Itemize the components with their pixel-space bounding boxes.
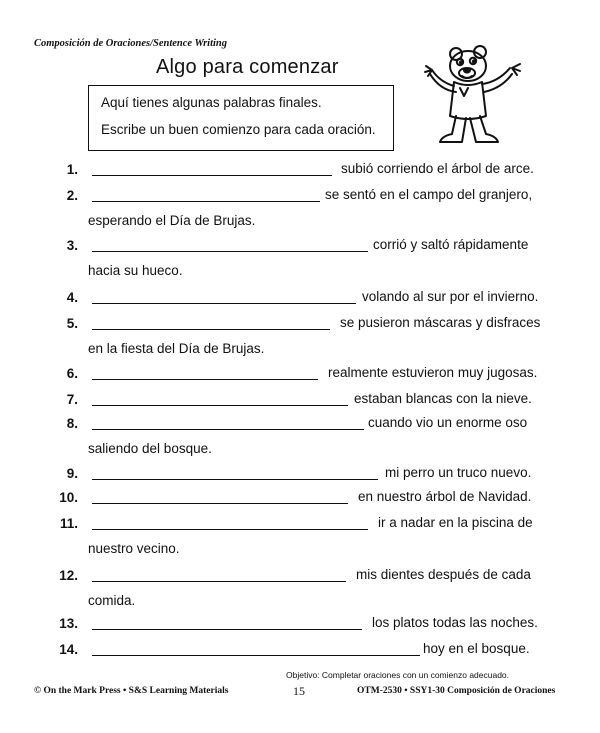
- item-number: 14.: [59, 642, 78, 657]
- answer-blank-line[interactable]: [92, 479, 378, 480]
- page-title: Algo para comenzar: [156, 56, 339, 78]
- sentence-ending: corrió y saltó rápidamente: [373, 237, 529, 252]
- sentence-continuation: comida.: [88, 593, 136, 608]
- item-number: 13.: [59, 616, 78, 631]
- sentence-ending: en nuestro árbol de Navidad.: [358, 489, 532, 504]
- answer-blank-line[interactable]: [92, 655, 420, 656]
- sentence-ending: hoy en el bosque.: [423, 641, 530, 656]
- item-number: 12.: [59, 568, 78, 583]
- sentence-continuation: nuestro vecino.: [88, 541, 180, 556]
- sentence-ending: los platos todas las noches.: [372, 615, 538, 630]
- item-number: 3.: [66, 238, 78, 253]
- footer-product-code: OTM-2530 • SSY1-30 Composición de Oraciones: [357, 686, 556, 696]
- sentence-ending: subió corriendo el árbol de arce.: [341, 161, 534, 176]
- answer-blank-line[interactable]: [92, 329, 330, 330]
- instructions-line-1: Aquí tienes algunas palabras finales.: [101, 95, 322, 110]
- sentence-item: [0, 640, 600, 662]
- sentence-item: [0, 160, 600, 182]
- answer-blank-line[interactable]: [92, 529, 368, 530]
- series-header: Composición de Oraciones/Sentence Writing: [34, 38, 227, 49]
- sentence-item: [0, 414, 600, 436]
- objective-note: Objetivo: Completar oraciones con un comienzo adecuado.: [286, 670, 510, 680]
- answer-blank-line[interactable]: [92, 175, 332, 176]
- answer-blank-line[interactable]: [92, 629, 362, 630]
- sentence-continuation: hacia su hueco.: [88, 263, 183, 278]
- answer-blank-line[interactable]: [92, 201, 320, 202]
- sentence-ending: ir a nadar en la piscina de: [378, 515, 533, 530]
- answer-blank-line[interactable]: [92, 429, 364, 430]
- sentence-item: [0, 614, 600, 636]
- answer-blank-line[interactable]: [92, 379, 318, 380]
- item-number: 2.: [66, 188, 78, 203]
- answer-blank-line[interactable]: [92, 251, 368, 252]
- sentence-ending: cuando vio un enorme oso: [368, 415, 528, 430]
- sentence-item: [0, 288, 600, 310]
- sentence-item: [0, 390, 600, 412]
- answer-blank-line[interactable]: [92, 405, 348, 406]
- item-number: 8.: [66, 416, 78, 431]
- sentence-item: [0, 464, 600, 486]
- footer-publisher: © On the Mark Press • S&S Learning Materials: [34, 686, 229, 696]
- sentence-ending: se sentó en el campo del granjero,: [325, 187, 533, 202]
- sentence-item: [0, 186, 600, 208]
- sentence-ending: se pusieron máscaras y disfraces: [340, 315, 541, 330]
- instructions-line-2: Escribe un buen comienzo para cada oración.: [101, 122, 376, 137]
- item-number: 7.: [66, 392, 78, 407]
- sentence-ending: mis dientes después de cada: [356, 567, 531, 582]
- sentence-continuation: esperando el Día de Brujas.: [88, 213, 256, 228]
- sentence-ending: volando al sur por el invierno.: [362, 289, 539, 304]
- item-number: 5.: [66, 316, 78, 331]
- item-number: 1.: [66, 162, 78, 177]
- item-number: 6.: [66, 366, 78, 381]
- answer-blank-line[interactable]: [92, 581, 346, 582]
- sentence-ending: realmente estuvieron muy jugosas.: [328, 365, 538, 380]
- bear-illustration: [420, 40, 532, 152]
- page-number: 15: [293, 684, 305, 698]
- sentence-item: [0, 364, 600, 386]
- item-number: 4.: [66, 290, 78, 305]
- item-number: 10.: [59, 490, 78, 505]
- sentence-item: [0, 236, 600, 258]
- sentence-item: [0, 514, 600, 536]
- sentence-item: [0, 566, 600, 588]
- answer-blank-line[interactable]: [92, 503, 348, 504]
- sentence-ending: mi perro un truco nuevo.: [385, 465, 532, 480]
- sentence-item: [0, 314, 600, 336]
- sentence-continuation: saliendo del bosque.: [88, 441, 212, 456]
- answer-blank-line[interactable]: [92, 303, 356, 304]
- instructions-box: [88, 85, 394, 151]
- item-number: 9.: [66, 466, 78, 481]
- sentence-continuation: en la fiesta del Día de Brujas.: [88, 341, 265, 356]
- sentence-item: [0, 488, 600, 510]
- item-number: 11.: [59, 516, 78, 531]
- sentence-ending: estaban blancas con la nieve.: [354, 391, 532, 406]
